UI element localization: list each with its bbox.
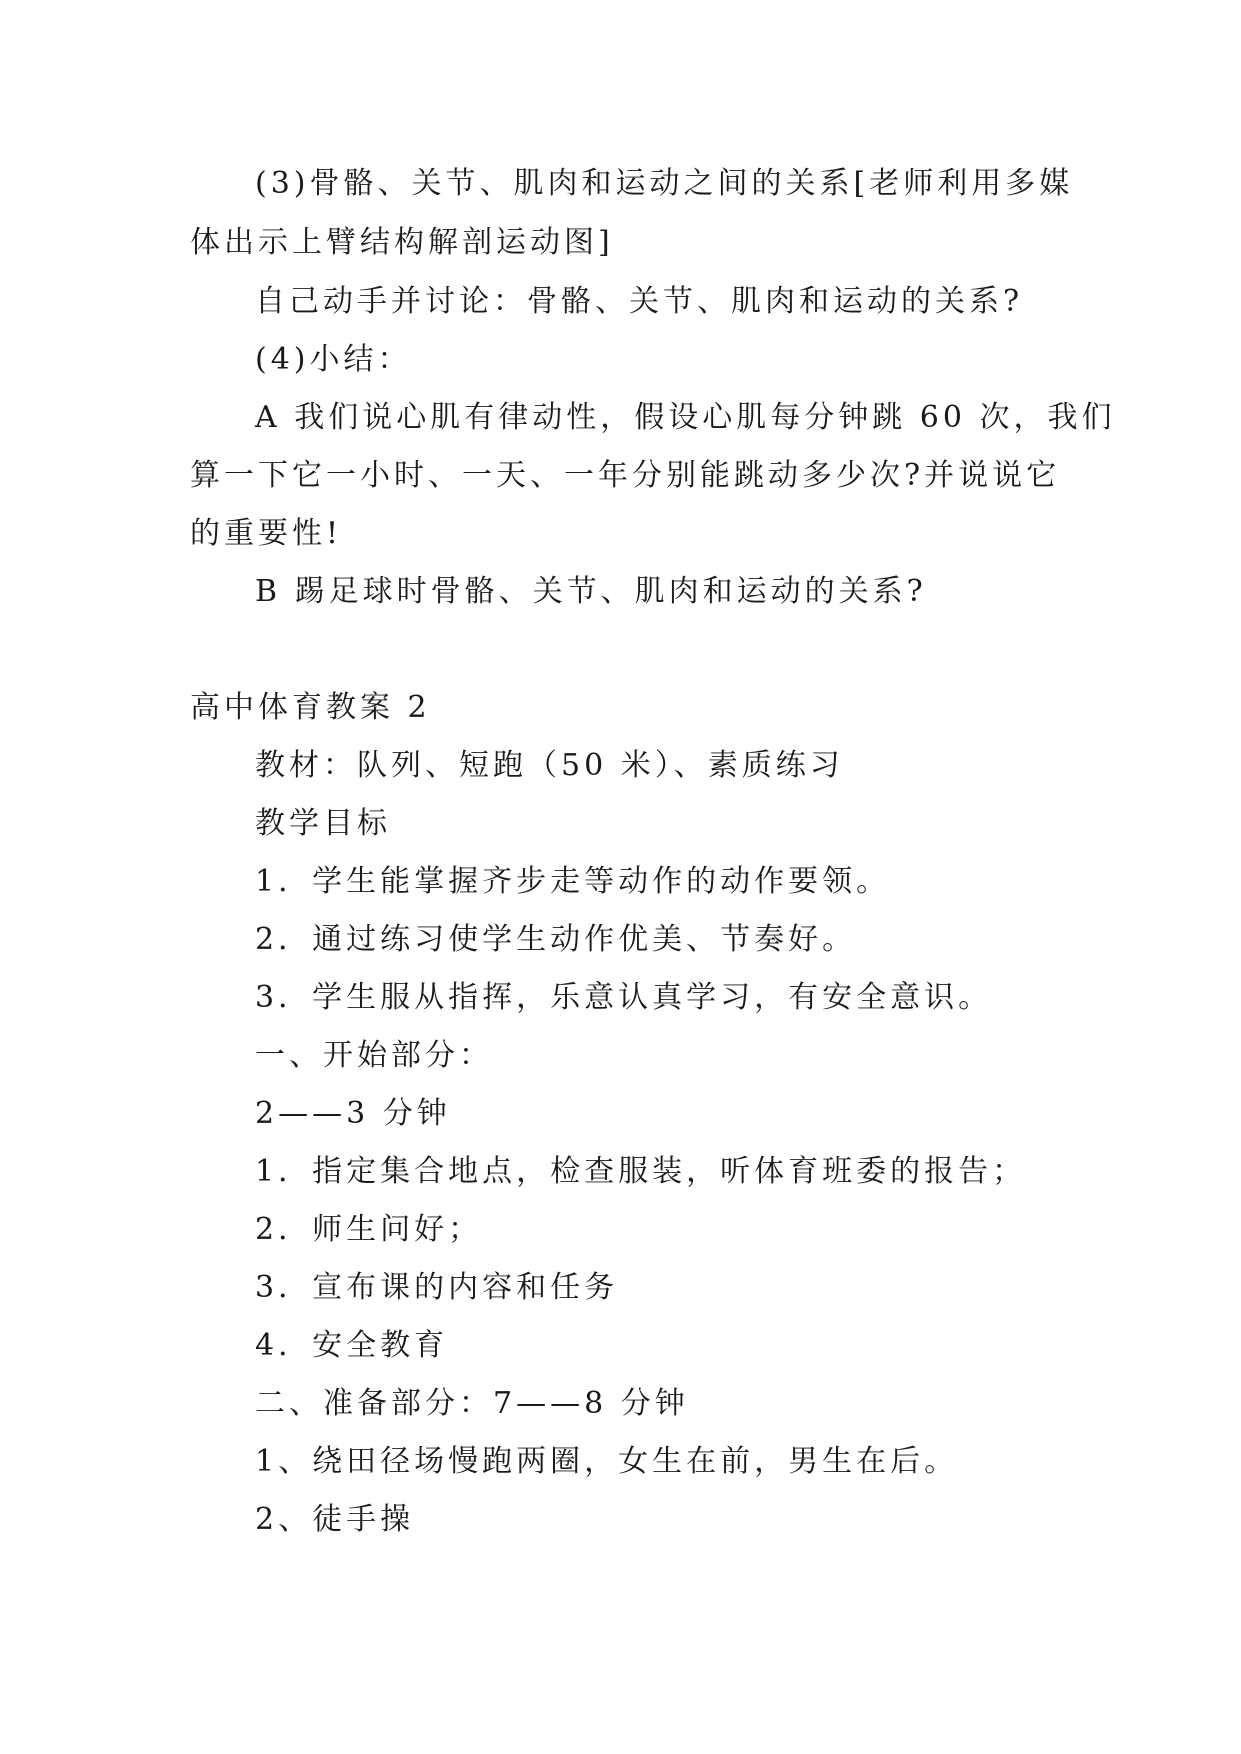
list-item: 3．学生服从指挥，乐意认真学习，有安全意识。 (255, 980, 993, 1015)
paragraph-line: (3)骨骼、关节、肌肉和运动之间的关系[老师利用多媒 (255, 166, 1074, 201)
list-item: 3．宣布课的内容和任务 (255, 1270, 619, 1305)
list-item: 4．安全教育 (255, 1328, 449, 1363)
paragraph-line: 一、开始部分： (255, 1038, 493, 1073)
paragraph-line: 自己动手并讨论：骨骼、关节、肌肉和运动的关系? (255, 284, 1024, 319)
paragraph-line: 2——3 分钟 (255, 1096, 451, 1131)
paragraph-line: 算一下它一小时、一天、一年分别能跳动多少次?并说说它 (190, 458, 1061, 493)
paragraph-line: 教材：队列、短跑（50 米）、素质练习 (255, 748, 844, 783)
list-item: 2．通过练习使学生动作优美、节奏好。 (255, 922, 857, 957)
list-item: 1．学生能掌握齐步走等动作的动作要领。 (255, 864, 891, 899)
list-item: 2．师生问好； (255, 1212, 483, 1247)
section-title: 高中体育教案 2 (190, 690, 431, 725)
paragraph-line: 二、准备部分：7——8 分钟 (255, 1386, 689, 1421)
paragraph-line: (4)小结： (255, 342, 412, 377)
list-item: 2、徒手操 (255, 1502, 415, 1537)
list-item: 1、绕田径场慢跑两圈，女生在前，男生在后。 (255, 1444, 959, 1479)
paragraph-line: 的重要性! (190, 516, 343, 551)
paragraph-line: A 我们说心肌有律动性，假设心肌每分钟跳 60 次，我们 (255, 400, 1116, 435)
paragraph-line: 教学目标 (255, 806, 391, 841)
paragraph-line: 体出示上臂结构解剖运动图] (190, 225, 614, 260)
paragraph-line: B 踢足球时骨骼、关节、肌肉和运动的关系? (255, 574, 927, 609)
list-item: 1．指定集合地点，检查服装，听体育班委的报告； (255, 1154, 1027, 1189)
